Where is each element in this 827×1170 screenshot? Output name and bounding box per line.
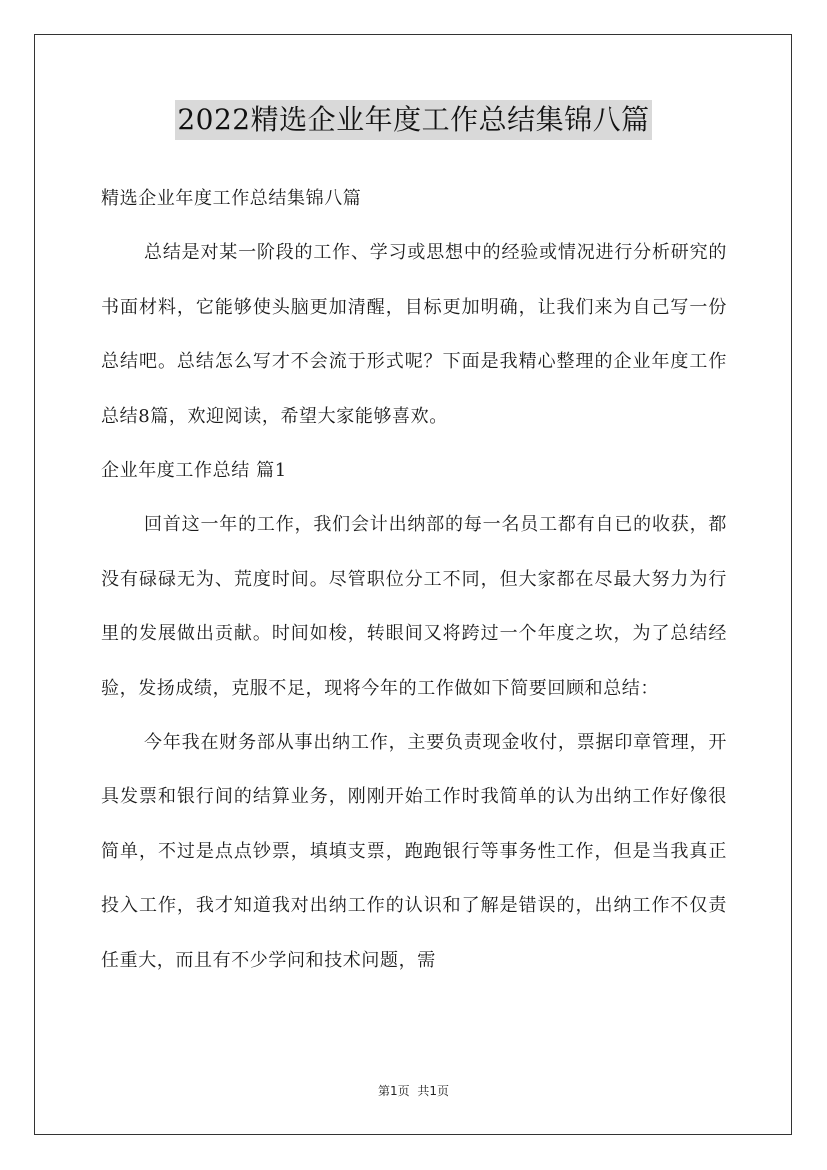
paragraph-subtitle: 精选企业年度工作总结集锦八篇 bbox=[101, 188, 362, 209]
page-number: 第1页 bbox=[377, 1084, 410, 1098]
paragraph-intro: 总结是对某一阶段的工作、学习或思想中的经验或情况进行分析研究的书面材料，它能够使头脑更加清醒，目标更加明确，让我们来为自己写一份总结吧。总结怎么写才不会流于形式呢？下面是我精心整理的企业年度工作总结8篇，欢迎阅读，希望大家能够喜欢。 bbox=[101, 242, 727, 427]
page-footer bbox=[0, 1083, 827, 1099]
page-total: 共1页 bbox=[417, 1084, 450, 1098]
paragraph-cashier-work: 今年我在财务部从事出纳工作，主要负责现金收付，票据印章管理，开具发票和银行间的结算业务，刚刚开始工作时我简单的认为出纳工作好像很简单，不过是点点钞票，填填支票，跑跑银行等事务性工作，但是当我真正投入工作，我才知道我对出纳工作的认识和了解是错误的，出纳工作不仅责任重大，而且有不少学问和技术问题，需 bbox=[101, 732, 727, 971]
paragraph-review: 回首这一年的工作，我们会计出纳部的每一名员工都有自已的收获，都没有碌碌无为、荒度时间。尽管职位分工不同，但大家都在尽最大努力为行里的发展做出贡献。时间如梭，转眼间又将跨过一个年度之坎，为了总结经验，发扬成绩，克服不足，现将今年的工作做如下简要回顾和总结： bbox=[101, 514, 727, 699]
section-heading: 企业年度工作总结 篇1 bbox=[101, 460, 287, 482]
document-body bbox=[101, 172, 727, 988]
document-title: 2022精选企业年度工作总结集锦八篇 bbox=[175, 100, 651, 140]
title-container bbox=[0, 100, 827, 140]
